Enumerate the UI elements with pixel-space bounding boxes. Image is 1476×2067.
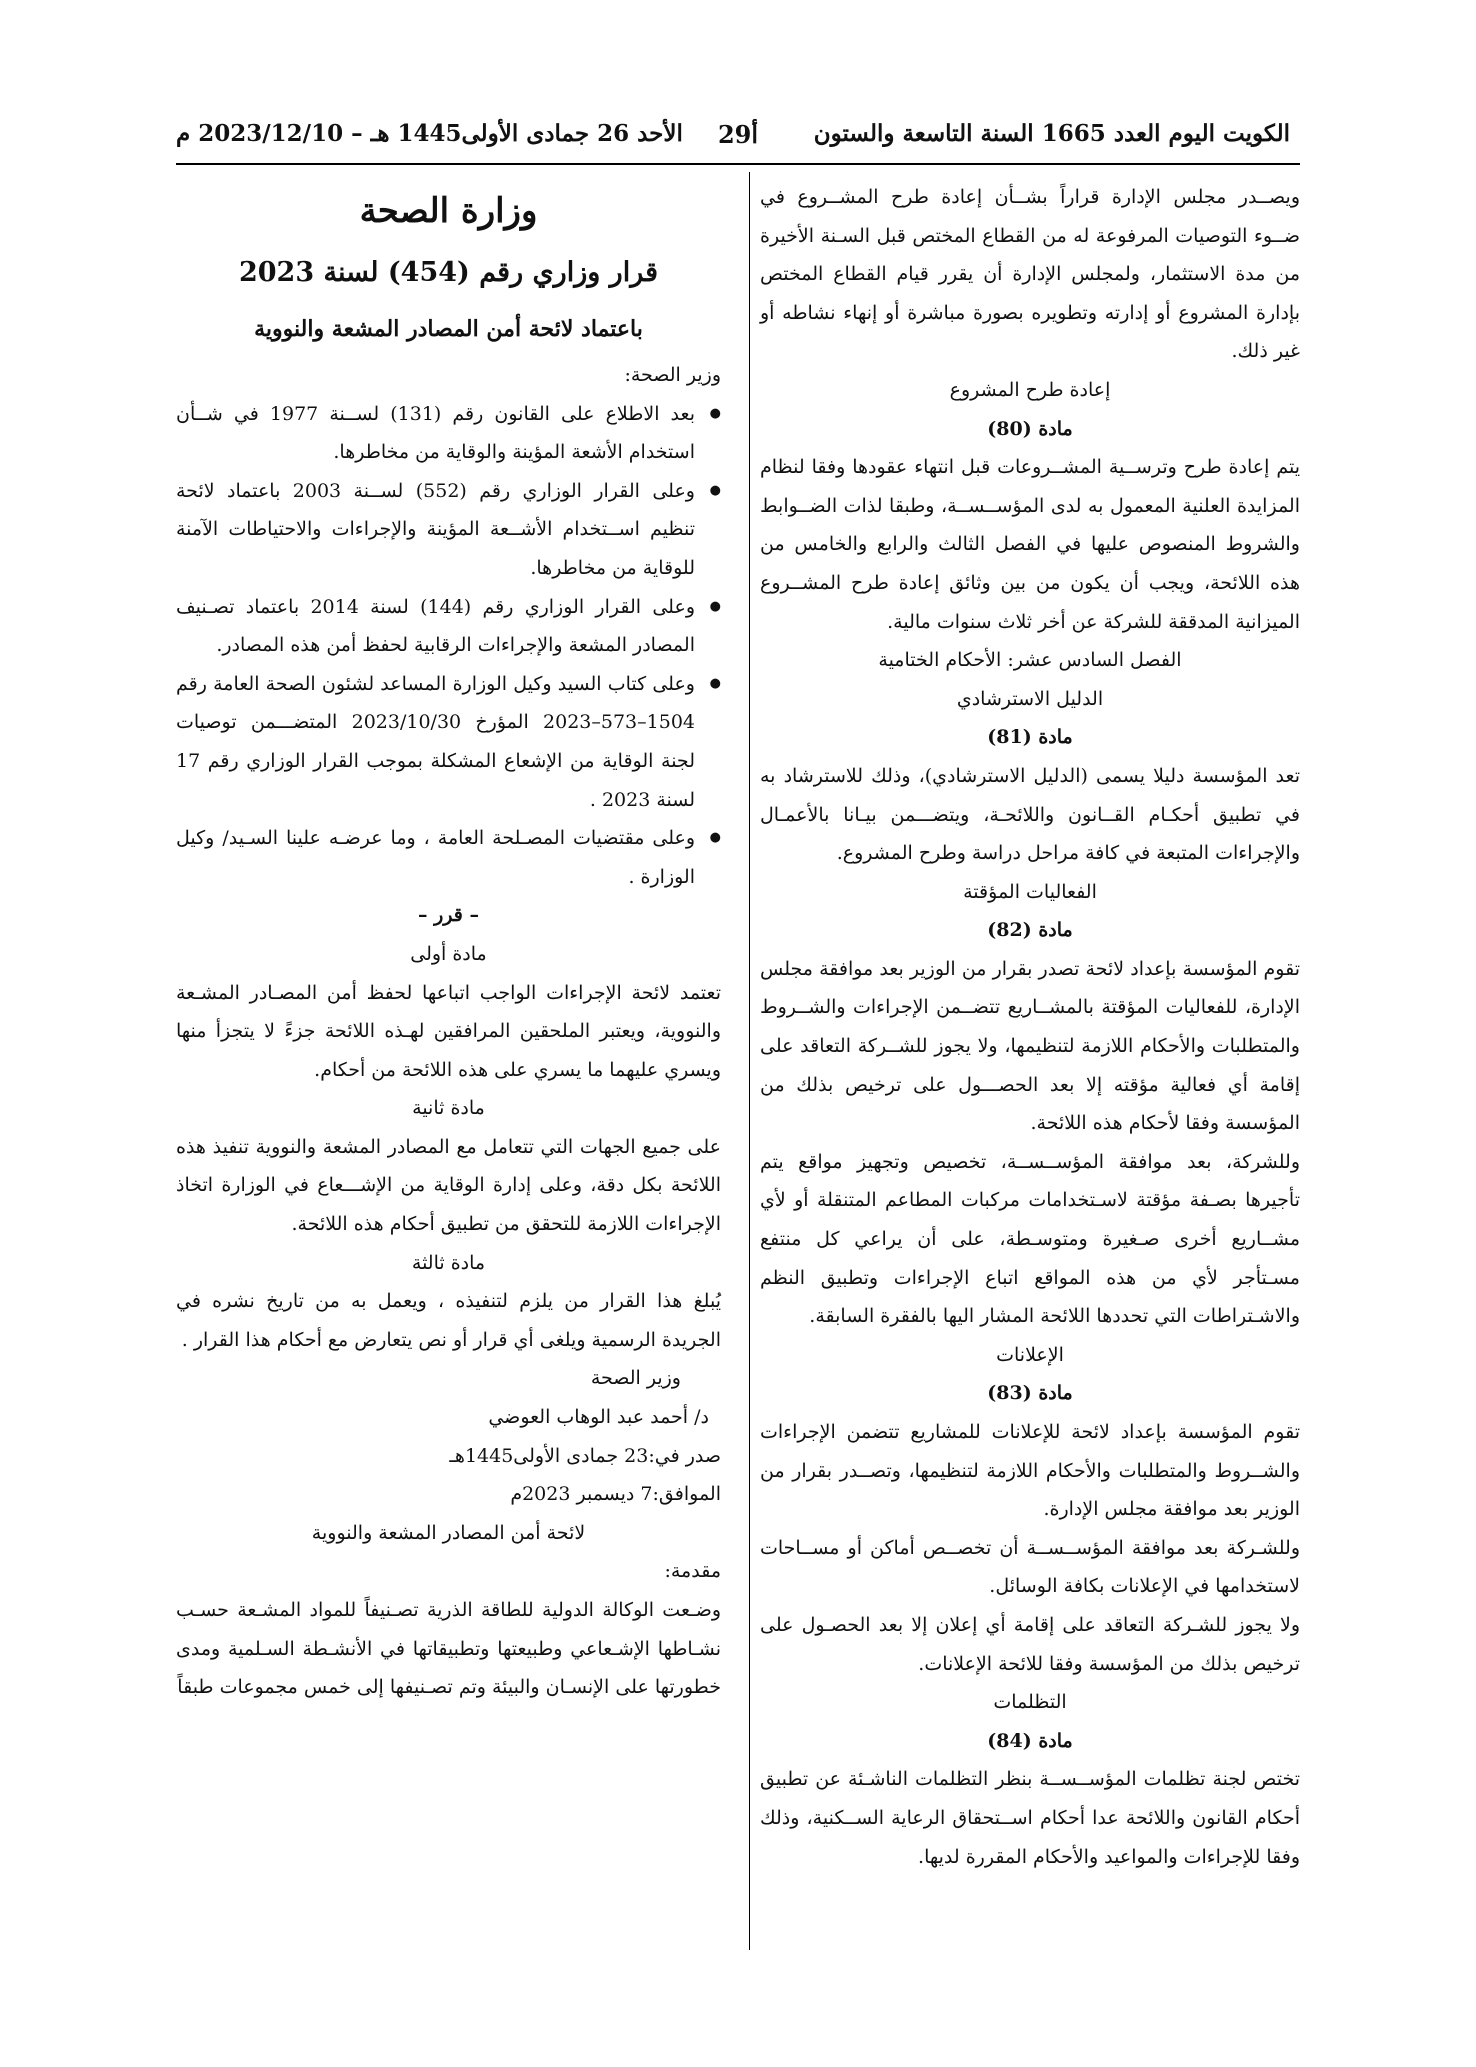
header-date: الأحد 26 جمادى الأولى1445 هـ – 2023/12/10 م bbox=[176, 120, 683, 147]
decree-title: قرار وزاري رقم (454) لسنة 2023 bbox=[238, 257, 659, 288]
header-page-number: 29أ bbox=[717, 120, 759, 149]
left-column bbox=[176, 178, 721, 1707]
decided-heading: – قرر – bbox=[418, 904, 479, 927]
paragraph: تعتمد لائحة الإجراءات الواجب اتباعها لحفظ أمن المصـادر المشـعة والنووية، ويعتبر الملحقين المرافقين لهـذه اللائحة جزءً لا يتجزأ منها ويسري عليهما ما يسري على هذه اللائحة من أحكام. bbox=[176, 981, 721, 1081]
regulation-title: لائحة أمن المصادر المشعة والنووية bbox=[311, 1521, 586, 1544]
paragraph: يُبلغ هذا القرار من يلزم لتنفيذه ، ويعمل به من تاريخ نشره في الجريدة الرسمية ويلغى أي قرار أو نص يتعارض مع أحكام هذا القرار . bbox=[176, 1290, 721, 1351]
section-heading: إعادة طرح المشروع bbox=[949, 378, 1111, 401]
list-item: ● بعد الاطلاع على القانون رقم (131) لســنة 1977 في شــأن استخدام الأشعة المؤينة والوقاية من مخاطرها. bbox=[176, 395, 695, 472]
list-item: ● وعلى كتاب السيد وكيل الوزارة المساعد لشئون الصحة العامة رقم 1504–573–2023 المؤرخ 2023/10/30 المتضـــمن توصيات لجنة الوقاية من الإشعاع المشكلة بموجب القرار الوزاري رقم 17 لسنة 2023 . bbox=[176, 665, 695, 819]
section-heading: الدليل الاسترشادي bbox=[956, 687, 1104, 710]
column-divider bbox=[749, 172, 750, 1950]
section-heading: الإعلانات bbox=[996, 1343, 1064, 1366]
paragraph: تقوم المؤسسة بإعداد لائحة تصدر بقرار من الوزير بعد موافقة مجلس الإدارة، للفعاليات المؤقتة بالمشــاريع تتضــمن الإجراءات والشــروط والمتطلبات والأحكام اللازمة لتنظيمها، ولا يجوز للشــركة التعاقد على إقامة أي فعالية مؤقته إلا بعد الحصـــول على ترخيص بذلك من المؤسسة وفقا لأحكام هذه اللائحة. bbox=[760, 957, 1300, 1135]
ministry-title: وزارة الصحة bbox=[359, 191, 538, 231]
paragraph: على جميع الجهات التي تتعامل مع المصادر المشعة والنووية تنفيذ هذه اللائحة بكل دقة، وعلى إدارة الوقاية من الإشـــعاع في الوزارة اتخاذ الإجراءات اللازمة للتحقق من تطبيق أحكام هذه اللائحة. bbox=[176, 1135, 721, 1236]
signature-name: د/ أحمد عبد الوهاب العوضي bbox=[488, 1406, 709, 1429]
paragraph: وضـعت الوكالة الدولية للطاقة الذرية تصـنيفاً للمواد المشـعة حسـب نشـاطها الإشـعاعي وطبيعتها وتطبيقاتها في الأنشـطة السـلمية ومدى خطورتها على الإنسـان والبيئة وتم تصـنيفها إلى خمس مجموعات طبقاً bbox=[176, 1599, 721, 1699]
header-rule bbox=[176, 163, 1300, 165]
issue-date: صدر في:23 جمادى الأولى1445هـ bbox=[449, 1444, 721, 1467]
minister-intro: وزير الصحة: bbox=[624, 364, 721, 386]
article-heading: مادة (80) bbox=[987, 417, 1073, 440]
article-heading: مادة أولى bbox=[410, 942, 487, 965]
preamble-list bbox=[176, 395, 721, 897]
paragraph: تختص لجنة تظلمات المؤســســة بنظر التظلمات الناشـئة عن تطبيق أحكام القانون واللائحة عدا أحكام اســتحقاق الرعاية الســكنية، وذلك وفقا للإجراءات والمواعيد والأحكام المقررة لديها. bbox=[760, 1768, 1300, 1868]
paragraph: يتم إعادة طرح وترســية المشــروعات قبل انتهاء عقودها وفقا لنظام المزايدة العلنية المعمول به لدى المؤســســة، وطبقا لذات الضــوابط والشروط المنصوص عليها في الفصل الثالث والرابع والخامس من هذه اللائحة، ويجب أن يكون من بين وثائق إعادة طرح المشــروع الميزانية المدققة للشركة عن أخر ثلاث سنوات مالية. bbox=[760, 456, 1300, 633]
article-heading: مادة (83) bbox=[987, 1382, 1073, 1405]
article-heading: مادة (81) bbox=[987, 726, 1073, 749]
paragraph: وللشـركة بعد موافقة المؤســســة أن تخصــص أماكن أو مســاحات لاستخدامها في الإعلانات بكافة الوسائل. bbox=[760, 1536, 1300, 1598]
right-column bbox=[760, 178, 1300, 1876]
section-heading: التظلمات bbox=[993, 1691, 1067, 1714]
paragraph: تعد المؤسسة دليلا يسمى (الدليل الاسترشادي)، وذلك للاسترشاد به في تطبيق أحكـام القــانون واللائحـة، ويتضـــمن بيـانا بالأعمـال والإجراءات المتبعة في كافة مراحل دراسة وطرح المشروع. bbox=[760, 764, 1300, 865]
section-heading: الفعاليات المؤقتة bbox=[963, 880, 1097, 903]
article-heading: مادة ثانية bbox=[412, 1097, 485, 1120]
paragraph: ويصــدر مجلس الإدارة قراراً بشــأن إعادة طرح المشــروع في ضــوء التوصيات المرفوعة له من القطاع المختص قبل السـنة الأخيرة من مدة الاستثمار، ولمجلس الإدارة أن يقرر قيام القطاع المختص بإدارة المشروع أو إدارته وتطويره بصورة مباشرة أو إنهاء نشاطه أو غير ذلك. bbox=[760, 186, 1300, 363]
article-heading: مادة (84) bbox=[987, 1729, 1073, 1752]
list-item: ● وعلى القرار الوزاري رقم (552) لســنة 2003 باعتماد لائحة تنظيم اســتخدام الأشــعة المؤينة والإجراءات والاحتياطات الآمنة للوقاية من مخاطرها. bbox=[176, 472, 695, 588]
signature-title: وزير الصحة bbox=[590, 1367, 681, 1390]
intro-label: مقدمة: bbox=[664, 1560, 721, 1583]
corresponding-date: الموافق:7 ديسمبر 2023م bbox=[510, 1483, 721, 1506]
chapter-heading: الفصل السادس عشر: الأحكام الختامية bbox=[878, 649, 1182, 672]
header-issue: الكويت اليوم العدد 1665 السنة التاسعة والستون bbox=[813, 120, 1290, 147]
paragraph: ولا يجوز للشـركة التعاقد على إقامة أي إعلان إلا بعد الحصـول على ترخيص بذلك من المؤسسة وفقا للائحة الإعلانات. bbox=[760, 1613, 1300, 1675]
article-heading: مادة (82) bbox=[987, 919, 1073, 942]
article-heading: مادة ثالثة bbox=[411, 1251, 486, 1274]
decree-subject: باعتماد لائحة أمن المصادر المشعة والنووية bbox=[254, 316, 643, 342]
paragraph: تقوم المؤسسة بإعداد لائحة للإعلانات للمشاريع تتضمن الإجراءات والشــروط والمتطلبات والأحكام اللازمة لتنظيمها، وتصــدر بقرار من الوزير بعد موافقة مجلس الإدارة. bbox=[760, 1421, 1300, 1521]
list-item: ● وعلى مقتضيات المصـلحة العامة ، وما عرضـه علينا السـيد/ وكيل الوزارة . bbox=[176, 819, 695, 896]
list-item: ● وعلى القرار الوزاري رقم (144) لسنة 2014 باعتماد تصـنيف المصادر المشعة والإجراءات الرقابية لحفظ أمن هذه المصادر. bbox=[176, 588, 695, 665]
paragraph: وللشركة، بعد موافقة المؤســســة، تخصيص وتجهيز مواقع يتم تأجيرها بصـفة مؤقتة لاسـتخدامات مركبات المطاعم المتنقلة أو لأي مشــاريع أخرى صـغيرة ومتوسـطة، على أن يراعي كل منتفع مسـتأجر لأي من هذه المواقع اتباع الإجراءات وتطبيق النظم والاشـتراطات التي تحددها اللائحة المشار اليها بالفقرة السابقة. bbox=[760, 1150, 1300, 1328]
